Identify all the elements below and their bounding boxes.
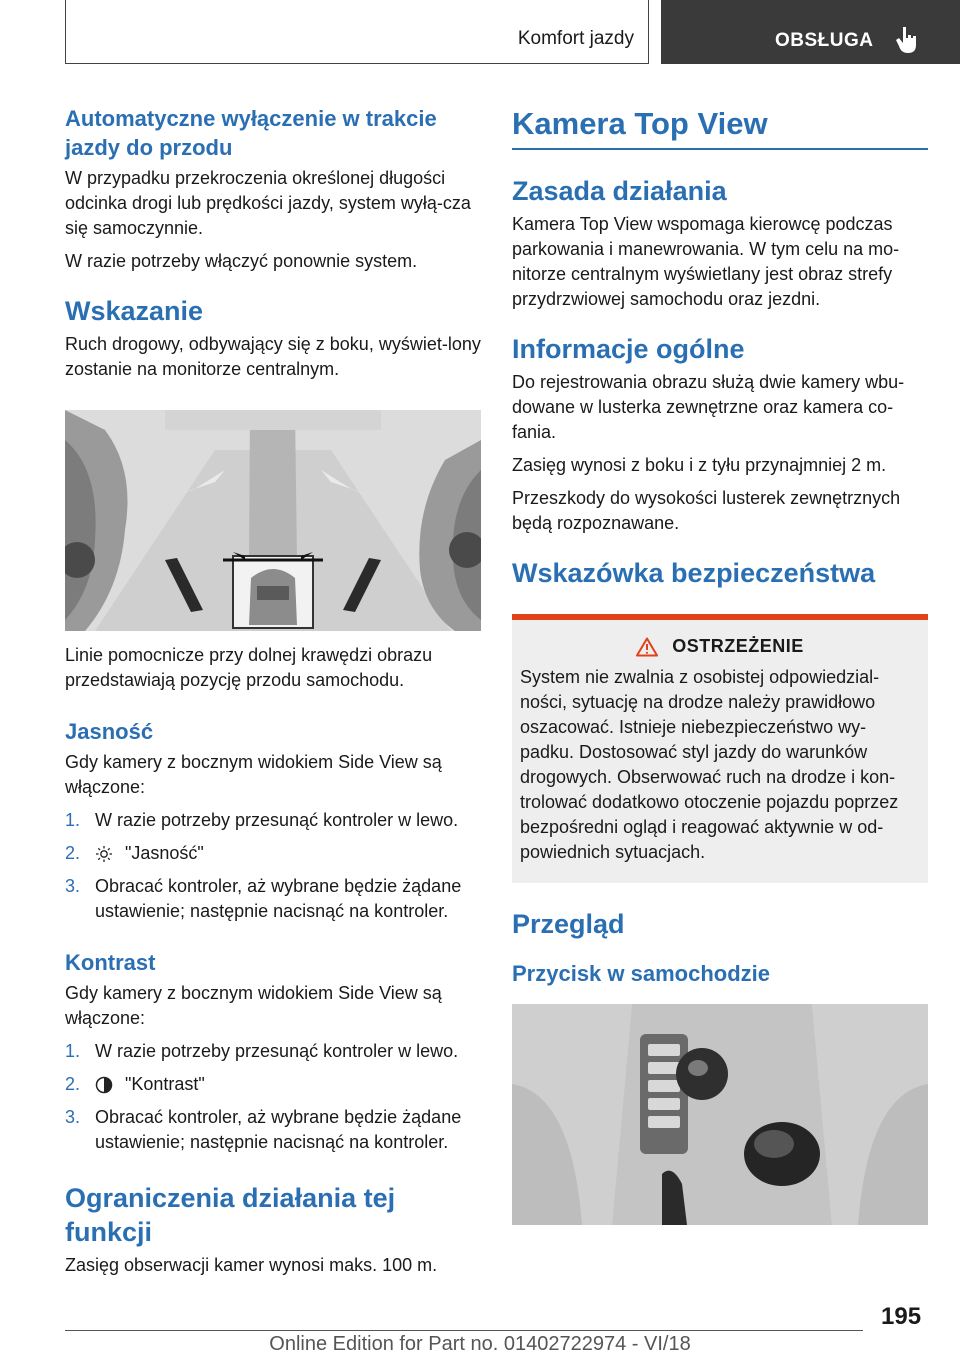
indication-heading: Wskazanie	[65, 296, 204, 326]
brightness-steps	[65, 808, 481, 924]
step-text: W razie potrzeby przesunąć kontroler w lewo.	[95, 810, 459, 830]
left-column	[65, 104, 481, 1278]
warning-title: OSTRZEŻENIE	[672, 636, 804, 656]
step-text: Obracać kontroler, aż wybrane będzie żądane ustawienie; następnie nacisnąć na kontroler.	[95, 876, 462, 921]
brightness-heading: Jasność	[65, 719, 154, 744]
indication-paragraph: Ruch drogowy, odbywający się z boku, wyświet-lony zostanie na monitorze centralnym.	[65, 334, 481, 379]
header-chapter-box	[661, 0, 960, 64]
general-paragraph-2: Zasięg wynosi z boku i z tyłu przynajmniej 2 m.	[512, 455, 887, 475]
step-text: Obracać kontroler, aż wybrane będzie żądane ustawienie; następnie nacisnąć na kontroler.	[95, 1107, 462, 1152]
list-item	[65, 841, 481, 866]
auto-off-paragraph-1: W przypadku przekroczenia określonej długości odcinka drogi lub prędkości jazdy, system wyłą-cza się samoczynnie.	[65, 168, 471, 238]
step-number: 2.	[65, 843, 81, 863]
auto-off-heading: Automatyczne wyłączenie w trakcie jazdy do przodu	[65, 106, 437, 160]
illustration-caption: Linie pomocnicze przy dolnej krawędzi obrazu przedstawiają pozycję przodu samochodu.	[65, 645, 433, 690]
limits-heading: Ograniczenia działania tej funkcji	[65, 1183, 396, 1247]
list-item	[65, 1039, 481, 1064]
header-section-title: Komfort jazdy	[517, 28, 634, 49]
brightness-intro: Gdy kamery z bocznym widokiem Side View są włączone:	[65, 752, 442, 797]
warning-title-row	[520, 636, 920, 657]
principle-heading: Zasada działania	[512, 176, 727, 206]
side-view-illustration	[65, 410, 481, 631]
page-title: Kamera Top View	[512, 104, 928, 150]
principle-paragraph: Kamera Top View wspomaga kierowcę podczas parkowania i manewrowania. W tym celu na mo-nitorze centralnym wyświetlany jest obraz strefy przydrzwiowej samochodu oraz jezdni.	[512, 214, 900, 309]
contrast-intro: Gdy kamery z bocznym widokiem Side View są włączone:	[65, 983, 442, 1028]
console-button-illustration	[512, 1004, 928, 1225]
brightness-icon	[95, 845, 113, 863]
page-number: 195	[881, 1303, 922, 1330]
right-column	[512, 104, 928, 1225]
hand-pointer-icon	[894, 25, 920, 55]
step-number: 1.	[65, 810, 81, 830]
step-number: 3.	[65, 1107, 81, 1127]
step-number: 1.	[65, 1041, 81, 1061]
list-item	[65, 1105, 481, 1155]
limits-paragraph: Zasięg obserwacji kamer wynosi maks. 100 m.	[65, 1255, 438, 1275]
warning-box	[512, 614, 928, 883]
footer-divider	[65, 1330, 863, 1331]
contrast-heading: Kontrast	[65, 950, 156, 975]
step-text: "Jasność"	[125, 843, 204, 863]
step-number: 3.	[65, 876, 81, 896]
general-heading: Informacje ogólne	[512, 334, 745, 364]
step-number: 2.	[65, 1074, 81, 1094]
list-item	[65, 808, 481, 833]
safety-heading: Wskazówka bezpieczeństwa	[512, 558, 876, 588]
warning-text: System nie zwalnia z osobistej odpowiedzial-ności, sytuację na drodze należy prawidłowo oszacować. Istnieje niebezpieczeństwo wy-padku. Dostosować styl jazdy do warunków drogowych. Obserwować ruch na drodze i kon-trolować dodatkowo otoczenie pojazdu poprzez bezpośredni ogląd i reagować aktywnie w od-powiednich sytuacjach.	[520, 667, 899, 862]
contrast-icon	[95, 1076, 113, 1094]
list-item	[65, 874, 481, 924]
footer-edition: Online Edition for Part no. 01402722974 - VI/18	[269, 1333, 691, 1355]
overview-heading: Przegląd	[512, 909, 625, 939]
step-text: W razie potrzeby przesunąć kontroler w lewo.	[95, 1041, 459, 1061]
console-drawing	[512, 1004, 928, 1225]
auto-off-paragraph-2: W razie potrzeby włączyć ponownie system.	[65, 251, 418, 271]
list-item	[65, 1072, 481, 1097]
warning-triangle-icon	[636, 637, 658, 657]
button-heading: Przycisk w samochodzie	[512, 961, 770, 986]
step-text: "Kontrast"	[125, 1074, 205, 1094]
header-chapter-title: OBSŁUGA	[775, 30, 874, 51]
header-section-box	[65, 0, 649, 64]
general-paragraph-3: Przeszkody do wysokości lusterek zewnętrznych będą rozpoznawane.	[512, 488, 901, 533]
side-view-drawing	[65, 410, 481, 631]
general-paragraph-1: Do rejestrowania obrazu służą dwie kamery wbu-dowane w lusterka zewnętrzne oraz kamera co-fania.	[512, 372, 905, 442]
contrast-steps	[65, 1039, 481, 1155]
